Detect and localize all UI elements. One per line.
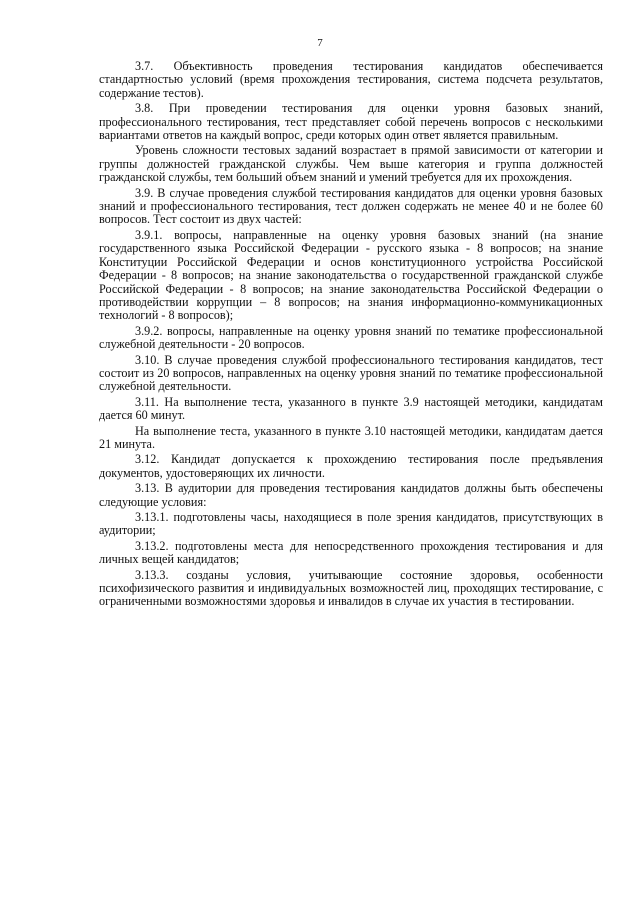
paragraph-complexity: Уровень сложности тестовых заданий возрастает в прямой зависимости от категории и группы должностей гражданской службы. Чем выше категория и группа должностей гражданской службы, тем больший объем знаний и умений требуется для их прохождения. — [99, 143, 603, 185]
paragraph-3-9-2: 3.9.2. вопросы, направленные на оценку уровня знаний по тематике профессиональной служебной деятельности - 20 вопросов. — [99, 323, 603, 352]
paragraph-3-13-1: 3.13.1. подготовлены часы, находящиеся в поле зрения кандидатов, присутствующих в аудитории; — [99, 510, 603, 538]
paragraph-3-13: 3.13. В аудитории для проведения тестирования кандидатов должны быть обеспечены следующие условия: — [99, 481, 603, 509]
page-number: 7 — [317, 37, 323, 49]
paragraph-3-13-2: 3.13.2. подготовлены места для непосредственного прохождения тестирования и для личных вещей кандидатов; — [99, 538, 603, 567]
paragraph-3-12: 3.12. Кандидат допускается к прохождению тестирования после предъявления документов, удостоверяющих их личности. — [99, 452, 603, 480]
paragraph-3-8: 3.8. При проведении тестирования для оценки уровня базовых знаний, профессионального тестирования, тест представляет собой перечень вопросов с несколькими вариантами ответов на каждый вопрос, среди которых один ответ является правильным. — [99, 101, 603, 143]
paragraph-3-11-b: На выполнение теста, указанного в пункте 3.10 настоящей методики, кандидатам дается 21 минута. — [99, 423, 603, 451]
paragraph-3-13-3: 3.13.3. созданы условия, учитывающие состояние здоровья, особенности психофизического развития и индивидуальных возможностей лиц, проходящих тестирование, с ограниченными возможностями здоровья и инвалидов в случае их участия в тестировании. — [99, 567, 603, 609]
paragraph-3-9: 3.9. В случае проведения службой тестирования кандидатов для оценки уровня базовых знаний и профессионального тестирования, тест должен содержать не менее 40 и не более 60 вопросов. Тест состоит из двух частей: — [99, 185, 603, 227]
paragraph-3-9-1: 3.9.1. вопросы, направленные на оценку уровня базовых знаний (на знание государственного языка Российской Федерации - русского языка - 8 вопросов; на знание Конституции Российской Федерации и основ конституционного устройства Российской Федерации - 8 вопросов; на знание законодательства о государственной гражданской службе Российской Федерации - 8 вопросов; на знание законодательства Российской Федерации о противодействии коррупции – 8 вопросов; на знания информационно-коммуникационных технологий - 8 вопросов); — [99, 227, 603, 323]
document-body — [99, 60, 603, 611]
paragraph-3-11: 3.11. На выполнение теста, указанного в пункте 3.9 настоящей методики, кандидатам дается 60 минут. — [99, 394, 603, 423]
paragraph-3-7: 3.7. Объективность проведения тестирования кандидатов обеспечивается стандартностью условий (время прохождения тестирования, система подсчета результатов, содержание тестов). — [99, 59, 603, 100]
paragraph-3-10: 3.10. В случае проведения службой профессионального тестирования кандидатов, тест состоит из 20 вопросов, направленных на оценку уровня знаний по тематике профессиональной служебной деятельности. — [99, 352, 603, 394]
